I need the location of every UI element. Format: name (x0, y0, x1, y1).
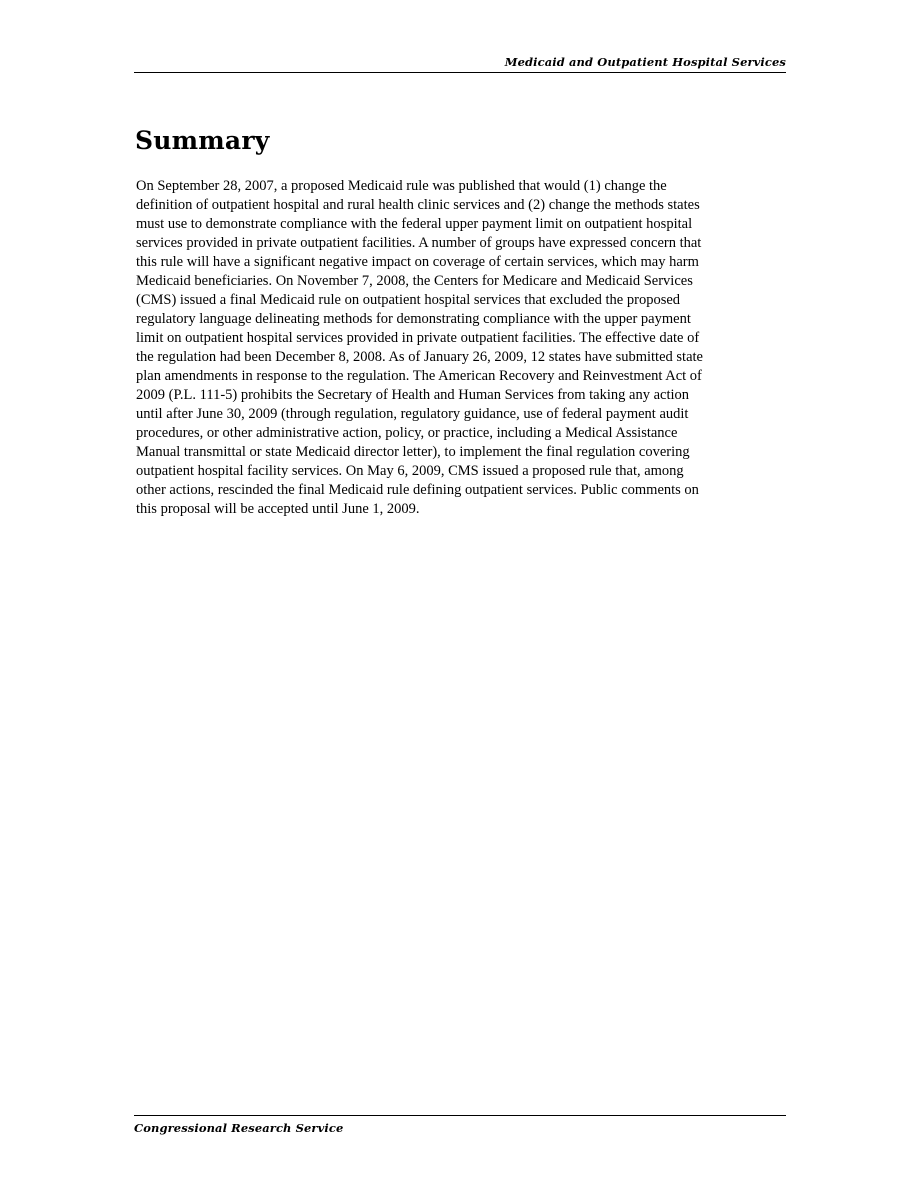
paragraph-line: plan amendments in response to the regulation. The American Recovery and Reinvestment Act of (136, 368, 702, 384)
paragraph-line: services provided in private outpatient facilities. A number of groups have expressed concern that (136, 235, 702, 251)
paragraph-line: must use to demonstrate compliance with the federal upper payment limit on outpatient hospital (136, 216, 693, 232)
paragraph-line: this proposal will be accepted until June 1, 2009. (136, 501, 420, 517)
summary-paragraph (136, 177, 782, 519)
paragraph-line: On September 28, 2007, a proposed Medicaid rule was published that would (1) change the (136, 178, 667, 194)
paragraph-line: Medicaid beneficiaries. On November 7, 2008, the Centers for Medicare and Medicaid Services (136, 273, 693, 289)
paragraph-line: definition of outpatient hospital and rural health clinic services and (2) change the methods states (136, 197, 700, 213)
paragraph-line: (CMS) issued a final Medicaid rule on outpatient hospital services that excluded the proposed (136, 292, 681, 308)
paragraph-line: this rule will have a significant negative impact on coverage of certain services, which may harm (136, 254, 699, 270)
running-footer: Congressional Research Service (134, 1115, 786, 1136)
paragraph-line: outpatient hospital facility services. On May 6, 2009, CMS issued a proposed rule that, among (136, 463, 684, 479)
paragraph-line: regulatory language delineating methods for demonstrating compliance with the upper payment (136, 311, 691, 327)
paragraph-line: procedures, or other administrative action, policy, or practice, including a Medical Assistance (136, 425, 678, 441)
paragraph-line: Manual transmittal or state Medicaid director letter), to implement the final regulation covering (136, 444, 690, 460)
paragraph-line: 2009 (P.L. 111-5) prohibits the Secretary of Health and Human Services from taking any action (136, 387, 690, 403)
running-header: Medicaid and Outpatient Hospital Services (134, 54, 786, 73)
paragraph-line: the regulation had been December 8, 2008. As of January 26, 2009, 12 states have submitted state (136, 349, 703, 365)
section-heading: Summary (135, 126, 270, 155)
paragraph-line: limit on outpatient hospital services provided in private outpatient facilities. The effective date of (136, 330, 700, 346)
paragraph-line: until after June 30, 2009 (through regulation, regulatory guidance, use of federal payment audit (136, 406, 689, 422)
paragraph-line: other actions, rescinded the final Medicaid rule defining outpatient services. Public comments on (136, 482, 699, 498)
